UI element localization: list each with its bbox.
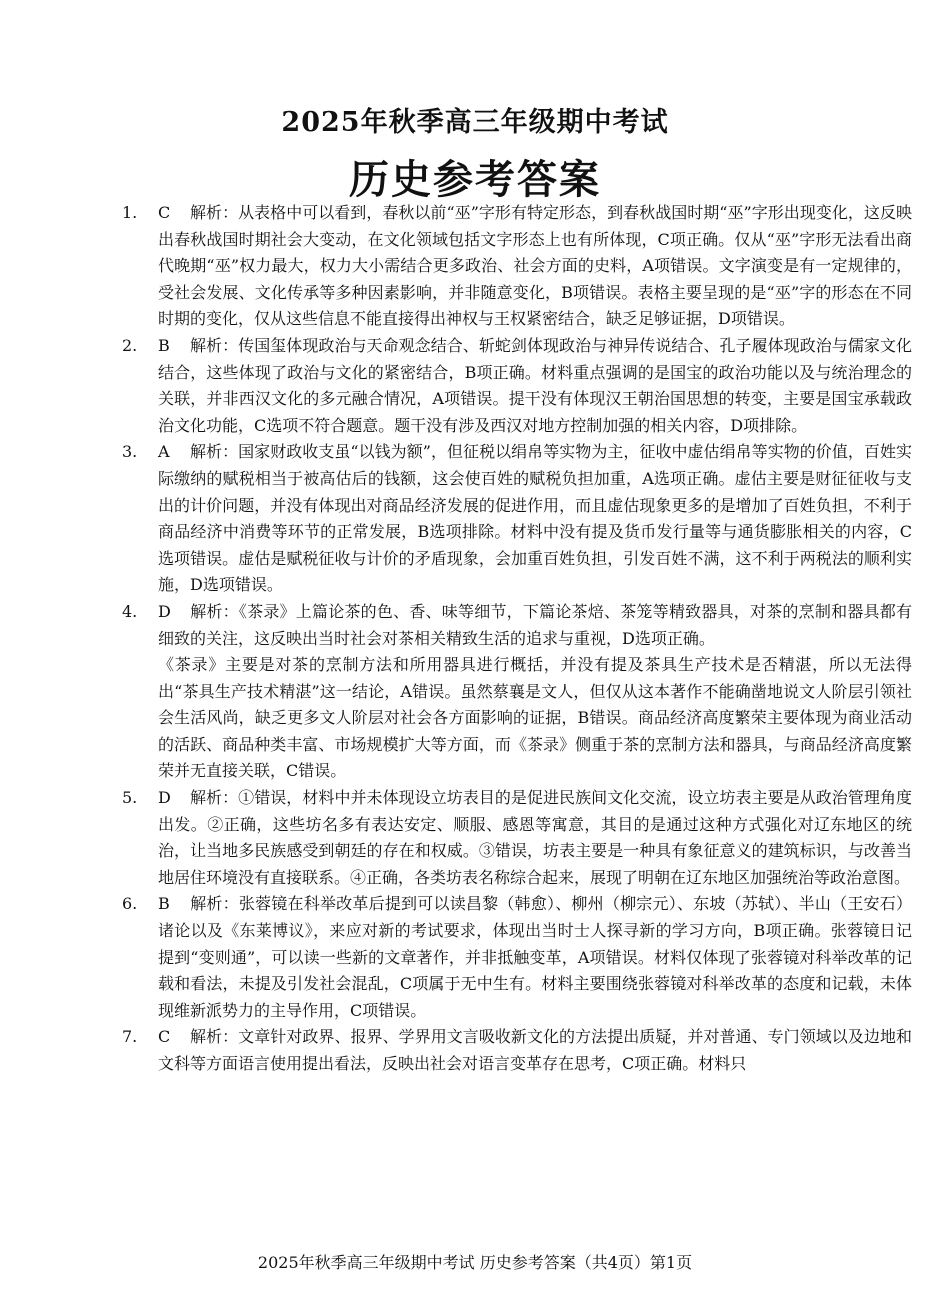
answer-item-2: [122, 333, 912, 439]
item-number: 7.: [122, 1027, 138, 1047]
answer-item-7: [122, 1024, 912, 1077]
item-answer: B: [158, 894, 170, 914]
item-answer: C: [158, 1027, 171, 1047]
item-explanation: 解析：《茶录》上篇论茶的色、香、味等细节，下篇论茶焙、茶笼等精致器具，对茶的烹制和器具都有细致的关注，这反映出当时社会对茶相关精致生活的追求与重视，D选项正确。: [158, 601, 912, 648]
item-explanation: 解析：国家财政收支虽“以钱为额”，但征税以绢帛等实物为主，征收中虚估绢帛等实物的价值，百姓实际缴纳的赋税相当于被高估后的钱额，这会使百姓的赋税负担加重，A选项正确。虚估主要是财征征收与支出的计价问题，并没有体现出对商品经济发展的促进作用，而且虚估现象更多的是增加了百姓负担，不利于商品经济中消费等环节的正常发展，B选项排除。材料中没有提及货币发行量等与通货膨胀相关的内容，C选项错误。虚估是赋税征收与计价的矛盾现象，会加重百姓负担，引发百姓不满，这不利于两税法的顺利实施，D选项错误。: [158, 442, 912, 595]
answer-list: [122, 200, 912, 1078]
document-title: 历史参考答案: [349, 156, 601, 203]
exam-title: 2025年秋季高三年级期中考试: [281, 107, 669, 138]
item-number: 3.: [122, 442, 138, 462]
item-number: 1.: [122, 203, 138, 222]
item-number: 2.: [122, 335, 138, 355]
answer-item-5: [122, 785, 912, 891]
item-number: 6.: [122, 894, 138, 914]
item-number: 4.: [122, 601, 138, 621]
item-explanation: 解析：从表格中可以看到，春秋以前“巫”字形有特定形态，到春秋战国时期“巫”字形出现变化，这反映出春秋战国时期社会大变动，在文化领域包括文字形态上也有所体现，C项正确。仅从“巫”字形无法看出商代晚期“巫”权力最大，权力大小需结合更多政治、社会方面的史料，A项错误。文字演变是有一定规律的，受社会发展、文化传承等多种因素影响，并非随意变化，B项错误。表格主要呈现的是“巫”字的形态在不同时期的变化，仅从这些信息不能直接得出神权与王权紧密结合，缺乏足够证据，D项错误。: [158, 203, 912, 329]
item-answer: D: [158, 601, 171, 621]
item-explanation: 解析：传国玺体现政治与天命观念结合、斩蛇剑体现政治与神异传说结合、孔子履体现政治与儒家文化结合，这些体现了政治与文化的紧密结合，B项正确。材料重点强调的是国宝的政治功能以及与统治理念的关联，并非西汉文化的多元融合情况，A项错误。提干没有体现汉王朝治国思想的转变，主要是国宝承载政治文化功能，C选项不符合题意。题干没有涉及西汉对地方控制加强的相关内容，D项排除。: [158, 335, 912, 435]
item-answer: D: [158, 788, 171, 808]
item-answer: C: [158, 203, 171, 222]
answer-item-1: [122, 200, 912, 333]
answer-item-4: [122, 599, 912, 785]
item-explanation: 解析：①错误，材料中并未体现设立坊表目的是促进民族间文化交流，设立坊表主要是从政治管理角度出发。②正确，这些坊名多有表达安定、顺服、感恩等寓意，其目的是通过这种方式强化对辽东地区的统治，让当地多民族感受到朝廷的存在和权威。③错误，坊表主要是一种具有象征意义的建筑标识，与改善当地居住环境没有直接联系。④正确，各类坊表名称综合起来，展现了明朝在辽东地区加强统治等政治意图。: [158, 788, 912, 887]
item-number: 5.: [122, 788, 138, 808]
answer-item-3: [122, 439, 912, 599]
item-answer: B: [158, 335, 170, 355]
item-explanation: 解析：张蓉镜在科举改革后提到可以读昌黎（韩愈）、柳州（柳宗元）、东坡（苏轼）、半山（王安石）诸论以及《东莱博议》，来应对新的考试要求，体现出当时士人探寻新的学习方向，B项正确。张蓉镜日记提到“变则通”，可以读一些新的文章著作，并非抵触变革，A项错误。材料仅体现了张蓉镜对科举改革的记载和看法，未提及引发社会混乱，C项属于无中生有。材料主要围绕张蓉镜对科举改革的态度和记载，未体现维新派势力的主导作用，C项错误。: [158, 894, 912, 1020]
item-answer: A: [158, 442, 170, 462]
item-explanation-continued: 《茶录》主要是对茶的烹制方法和所用器具进行概括，并没有提及茶具生产技术是否精湛，所以无法得出“茶具生产技术精湛”这一结论，A错误。虽然蔡襄是文人，但仅从这本著作不能确凿地说文人阶层引领社会生活风尚，缺乏更多文人阶层对社会各方面影响的证据，B错误。商品经济高度繁荣主要体现为商业活动的活跃、商品种类丰富、市场规模扩大等方面，而《茶录》侧重于茶的烹制方法和器具，与商品经济高度繁荣并无直接关联，C错误。: [158, 655, 912, 781]
page-footer: 2025年秋季高三年级期中考试 历史参考答案（共4页）第1页: [257, 1253, 693, 1272]
answer-item-6: [122, 891, 912, 1024]
item-explanation: 解析：文章针对政界、报界、学界用文言吸收新文化的方法提出质疑，并对普通、专门领域以及边地和文科等方面语言使用提出看法，反映出社会对语言变革存在思考，C项正确。材料只: [158, 1027, 912, 1073]
